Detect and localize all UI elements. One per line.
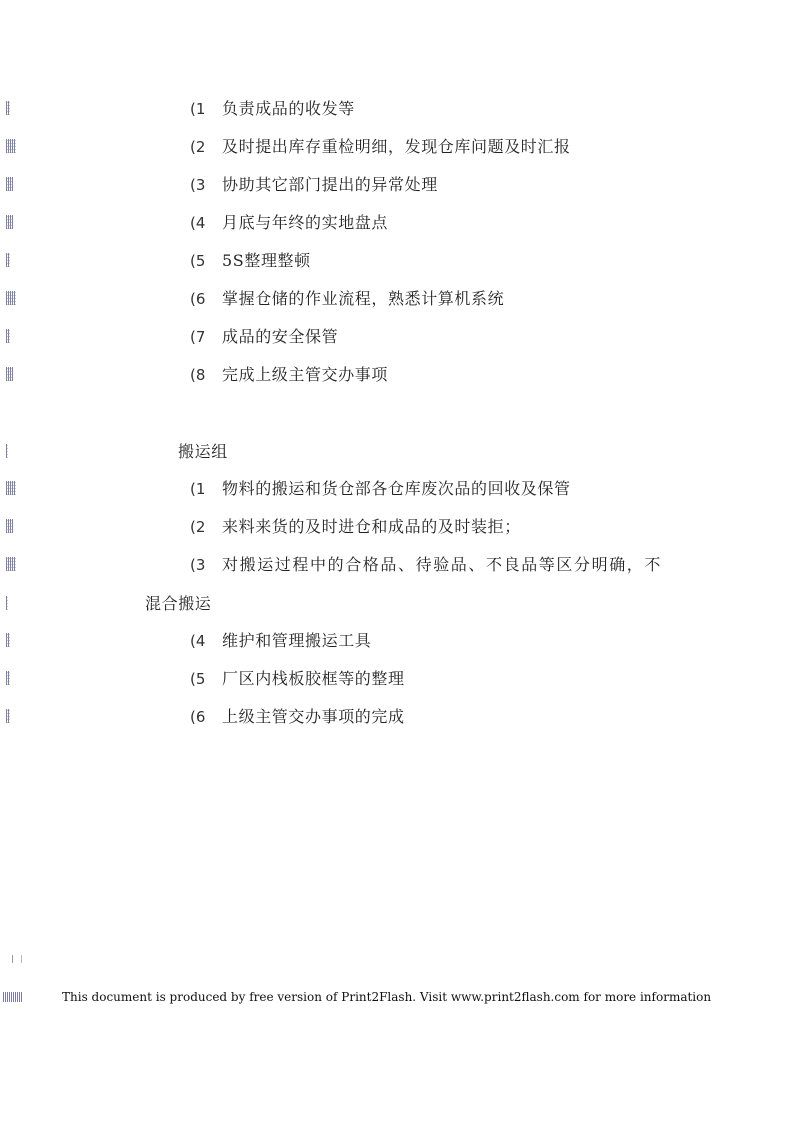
list-item-text: 厂区内栈板胶框等的整理: [222, 669, 405, 688]
scan-artifact: [6, 444, 8, 458]
scan-artifact: [6, 367, 13, 381]
list-item-text: 完成上级主管交办事项: [222, 365, 389, 384]
scan-artifact: [6, 709, 10, 723]
item-number: (7: [190, 328, 206, 346]
scan-artifact: [6, 177, 13, 191]
item-number: (2: [190, 138, 206, 156]
item-number: (3: [190, 176, 206, 194]
scan-artifact: [6, 519, 13, 533]
scan-artifact: [6, 291, 16, 305]
scan-artifact: [6, 633, 10, 647]
footer-notice: This document is produced by free version of Print2Flash. Visit www.print2flash.com for more information: [62, 990, 712, 1004]
item-number: (5: [190, 252, 206, 270]
item-number: (5: [190, 670, 206, 688]
item-number: (2: [190, 518, 206, 536]
list-item-text: 成品的安全保管: [222, 327, 339, 346]
list-item-continuation: 混合搬运: [145, 594, 212, 613]
item-number: (1: [190, 100, 206, 118]
list-item-text: 物料的搬运和货仓部各仓库废次品的回收及保管: [222, 479, 571, 498]
list-item-text: 来料来货的及时进仓和成品的及时装拒；: [222, 517, 521, 536]
scan-artifact: [6, 557, 16, 571]
list-item-text: 对搬运过程中的合格品、待验品、不良品等区分明确，不: [222, 555, 663, 574]
scan-artifact: [6, 481, 16, 495]
list-item-text: 及时提出库存重检明细，发现仓库问题及时汇报: [222, 137, 571, 156]
item-number: (6: [190, 290, 206, 308]
list-item-text: 维护和管理搬运工具: [222, 631, 372, 650]
section-heading: 搬运组: [178, 442, 228, 461]
scan-artifact: [12, 955, 22, 963]
item-number: (1: [190, 480, 206, 498]
item-number: (3: [190, 556, 206, 574]
scan-artifact: [6, 215, 13, 229]
list-item-text: 协助其它部门提出的异常处理: [222, 175, 438, 194]
list-item-text: 掌握仓储的作业流程，熟悉计算机系统: [222, 289, 505, 308]
scan-artifact: [6, 329, 10, 343]
item-number: (6: [190, 708, 206, 726]
list-item-text: 月底与年终的实地盘点: [222, 213, 389, 232]
scan-artifact: [6, 101, 10, 115]
item-number: (8: [190, 366, 206, 384]
list-item-text: 5S整理整顿: [222, 251, 311, 270]
scan-artifact: [6, 671, 10, 685]
item-number: (4: [190, 214, 206, 232]
scan-artifact: [6, 596, 8, 610]
list-item-text: 上级主管交办事项的完成: [222, 707, 405, 726]
list-item-text: 负责成品的收发等: [222, 99, 355, 118]
scan-artifact: [6, 253, 10, 267]
item-number: (4: [190, 632, 206, 650]
scan-artifact: [6, 139, 16, 153]
scan-artifact: [3, 992, 23, 1002]
